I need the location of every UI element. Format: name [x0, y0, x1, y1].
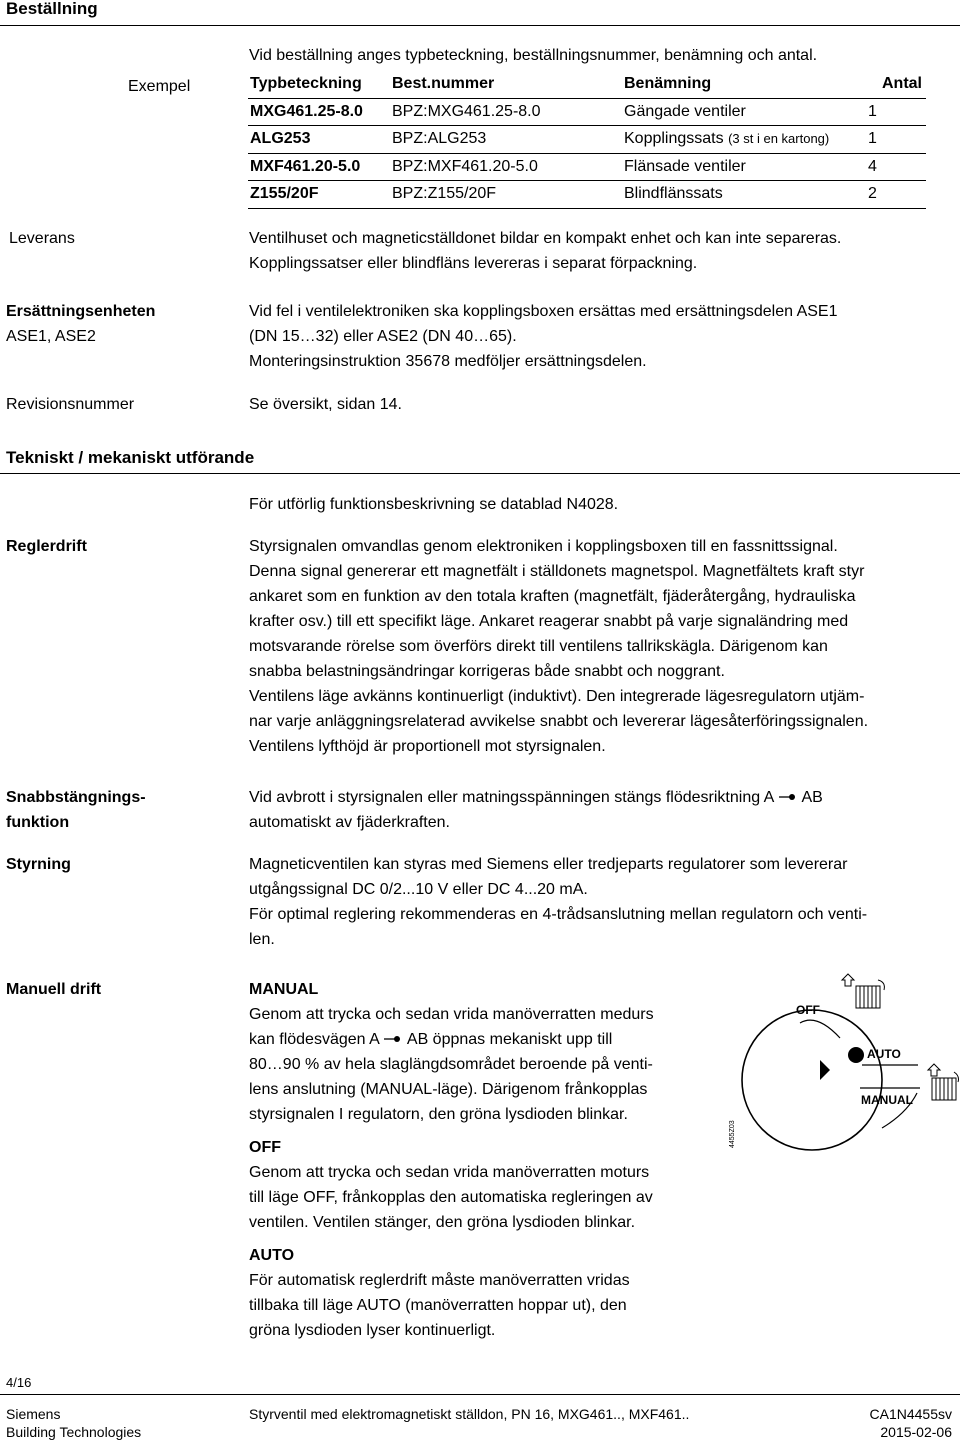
order-example-table	[248, 71, 926, 209]
styrning-label: Styrning	[6, 856, 71, 873]
reglerdrift-line: Ventilens lyfthöjd är proportionell mot styrsignalen.	[249, 738, 606, 755]
press-turn-hand-icon	[928, 1064, 959, 1100]
reglerdrift-text	[249, 534, 868, 759]
manual-line-text: AB öppnas mekaniskt upp till	[403, 1031, 613, 1048]
footer-company-line: Siemens	[6, 1406, 61, 1422]
ersattning-label-title: Ersättningsenheten	[6, 303, 156, 320]
auto-heading: AUTO	[249, 1247, 295, 1265]
snabb-line-text: Vid avbrott i styrsignalen eller matningsspänningen stängs flödesriktning A	[249, 789, 778, 806]
knob-label-auto: AUTO	[867, 1047, 901, 1061]
leverans-label: Leverans	[9, 230, 75, 247]
table-row	[248, 126, 926, 154]
manuell-label: Manuell drift	[6, 981, 102, 998]
manuell-text	[249, 977, 654, 1343]
styrning-line: Magneticventilen kan styras med Siemens eller tredjeparts regulatorer som levererar	[249, 856, 848, 873]
cell-ben-note: (3 st i en kartong)	[728, 131, 830, 147]
styrning-line: För optimal reglering rekommenderas en 4-trådsanslutning mellan regulatorn och venti-	[249, 906, 868, 923]
footer-rule	[0, 1394, 960, 1395]
snabb-label-line: funktion	[6, 814, 70, 831]
footer-company-line: Building Technologies	[6, 1424, 142, 1440]
table-row	[248, 98, 926, 126]
arrow-right-icon	[778, 785, 798, 810]
styrning-text	[249, 852, 867, 952]
revision-text: Se översikt, sidan 14.	[249, 396, 402, 413]
tekniskt-intro: För utförlig funktionsbeskrivning se datablad N4028.	[249, 496, 619, 513]
knob-label-manual: MANUAL	[861, 1093, 913, 1107]
reglerdrift-line: motsvarande rörelse som överförs direkt till ventilens tallrikskägla. Därigenom kan	[249, 638, 828, 655]
footer-company	[6, 1405, 141, 1441]
page-number: 4/16	[6, 1375, 32, 1390]
manual-line-text: kan flödesvägen A	[249, 1031, 384, 1048]
off-line: Genom att trycka och sedan vrida manöverratten moturs	[249, 1164, 650, 1182]
off-heading: OFF	[249, 1139, 281, 1157]
cell-typ: MXF461.20-5.0	[248, 153, 390, 181]
figure-id: 4455Z03	[729, 1120, 736, 1148]
reglerdrift-line: snabba belastningsändringar korrigeras både snabbt och noggrant.	[249, 663, 725, 680]
manual-line: 80…90 % av hela slaglängdsområdet beroende på venti-	[249, 1056, 653, 1074]
column-header: Typbeteckning	[248, 71, 390, 98]
auto-position-dot	[848, 1047, 864, 1063]
footer-doc	[870, 1405, 953, 1441]
leverans-line: Ventilhuset och magneticställdonet bildar en kompakt enhet och kan inte separeras.	[249, 230, 842, 247]
ersattning-text	[249, 299, 838, 374]
cell-ben	[622, 98, 866, 126]
column-header: Benämning	[622, 71, 866, 98]
cell-best: BPZ:MXF461.20-5.0	[390, 153, 622, 181]
manual-knob-figure	[722, 968, 960, 1158]
ersattning-label-models: ASE1, ASE2	[6, 328, 96, 345]
reglerdrift-line: Styrsignalen omvandlas genom elektroniken i kopplingsboxen till en fassnittssignal.	[249, 538, 838, 555]
section-heading-bestallning: Beställning	[6, 0, 98, 18]
cell-ben-text: Kopplingssats	[624, 130, 724, 148]
reglerdrift-label: Reglerdrift	[6, 538, 87, 555]
rotate-ccw-arrow	[800, 1020, 840, 1038]
cell-ben	[622, 153, 866, 181]
cell-typ: Z155/20F	[248, 181, 390, 209]
manual-line	[249, 1027, 654, 1052]
cell-ben-text: Gängade ventiler	[624, 102, 746, 120]
leverans-line: Kopplingssatser eller blindfläns levereras i separat förpackning.	[249, 255, 698, 272]
cell-ben-text: Flänsade ventiler	[624, 157, 746, 175]
cell-best: BPZ:Z155/20F	[390, 181, 622, 209]
section-heading-tekniskt: Tekniskt / mekaniskt utförande	[6, 448, 255, 467]
heading-rule	[0, 473, 960, 474]
manual-heading: MANUAL	[249, 981, 319, 998]
manual-line: lens anslutning (MANUAL-läge). Därigenom frånkopplas	[249, 1081, 648, 1099]
reglerdrift-line: Ventilens läge avkänns kontinuerligt (induktivt). Den integrerade lägesregulatorn utjäm-	[249, 688, 865, 705]
reglerdrift-line: ankaret som en funktion av den totala kraften (magnetfält, fjäderåtergång, hydrauliska	[249, 588, 856, 605]
auto-line: tillbaka till läge AUTO (manöverratten hoppar ut), den	[249, 1297, 627, 1315]
off-line: ventilen. Ventilen stänger, den gröna lysdioden blinkar.	[249, 1214, 636, 1232]
cell-antal: 4	[866, 153, 926, 181]
cell-best: BPZ:ALG253	[390, 126, 622, 154]
arrow-right-icon	[383, 1027, 403, 1052]
snabb-line	[249, 785, 823, 810]
cell-antal: 2	[866, 181, 926, 209]
table-row	[248, 153, 926, 181]
cell-ben-text: Blindflänssats	[624, 185, 723, 203]
cell-antal: 1	[866, 126, 926, 154]
auto-line: För automatisk reglerdrift måste manöverratten vridas	[249, 1272, 630, 1290]
table-row	[248, 181, 926, 209]
styrning-line: utgångssignal DC 0/2...10 V eller DC 4...20 mA.	[249, 881, 588, 898]
ersattning-line: Vid fel i ventilelektroniken ska kopplingsboxen ersättas med ersättningsdelen ASE1	[249, 303, 838, 320]
ersattning-line: Monteringsinstruktion 35678 medföljer ersättningsdelen.	[249, 353, 647, 370]
footer-docnum: CA1N4455sv	[869, 1406, 952, 1422]
cell-typ: MXG461.25-8.0	[248, 98, 390, 126]
table-header-row	[248, 71, 926, 98]
auto-line: gröna lysdioden lyser kontinuerligt.	[249, 1322, 496, 1340]
reglerdrift-line: krafter osv.) till ett specifikt läge. Ankaret reagerar snabbt på varje signaländring med	[249, 613, 849, 630]
cell-best: BPZ:MXG461.25-8.0	[390, 98, 622, 126]
snabb-line-text: AB	[797, 789, 823, 806]
footer-date: 2015-02-06	[880, 1424, 952, 1440]
order-intro: Vid beställning anges typbeteckning, beställningsnummer, benämning och antal.	[249, 47, 818, 64]
ersattning-label	[6, 299, 155, 349]
knob-pointer-icon	[820, 1060, 830, 1080]
knob-label-off: OFF	[796, 1003, 820, 1017]
styrning-line: len.	[249, 931, 275, 948]
cell-antal: 1	[866, 98, 926, 126]
manual-line: Genom att trycka och sedan vrida manöverratten medurs	[249, 1006, 654, 1023]
press-turn-hand-icon	[842, 974, 884, 1008]
reglerdrift-line: nar varje anläggningsrelaterad avvikelse snabbt och levererar lägesåterföringssignalen.	[249, 713, 869, 730]
ersattning-line: (DN 15…32) eller ASE2 (DN 40…65).	[249, 328, 517, 345]
revision-label: Revisionsnummer	[6, 396, 135, 413]
snabb-text	[249, 785, 823, 835]
cell-typ: ALG253	[248, 126, 390, 154]
heading-rule	[0, 25, 960, 26]
column-header: Antal	[866, 71, 926, 98]
reglerdrift-line: Denna signal genererar ett magnetfält i ställdonets magnetspol. Magnetfältets kraft styr	[249, 563, 865, 580]
footer-title: Styrventil med elektromagnetiskt ställdon, PN 16, MXG461.., MXF461..	[249, 1406, 690, 1422]
exempel-label: Exempel	[128, 78, 191, 95]
manual-line: styrsignalen I regulatorn, den gröna lysdioden blinkar.	[249, 1106, 628, 1124]
off-line: till läge OFF, frånkopplas den automatiska regleringen av	[249, 1189, 653, 1207]
column-header: Best.nummer	[390, 71, 622, 98]
leverans-text	[249, 226, 841, 276]
cell-ben	[622, 181, 866, 209]
knob-dial-outline	[742, 1010, 882, 1150]
cell-ben	[622, 126, 866, 154]
snabb-label	[6, 785, 146, 835]
snabb-label-line: Snabbstängnings-	[6, 789, 146, 806]
snabb-line: automatiskt av fjäderkraften.	[249, 814, 450, 832]
